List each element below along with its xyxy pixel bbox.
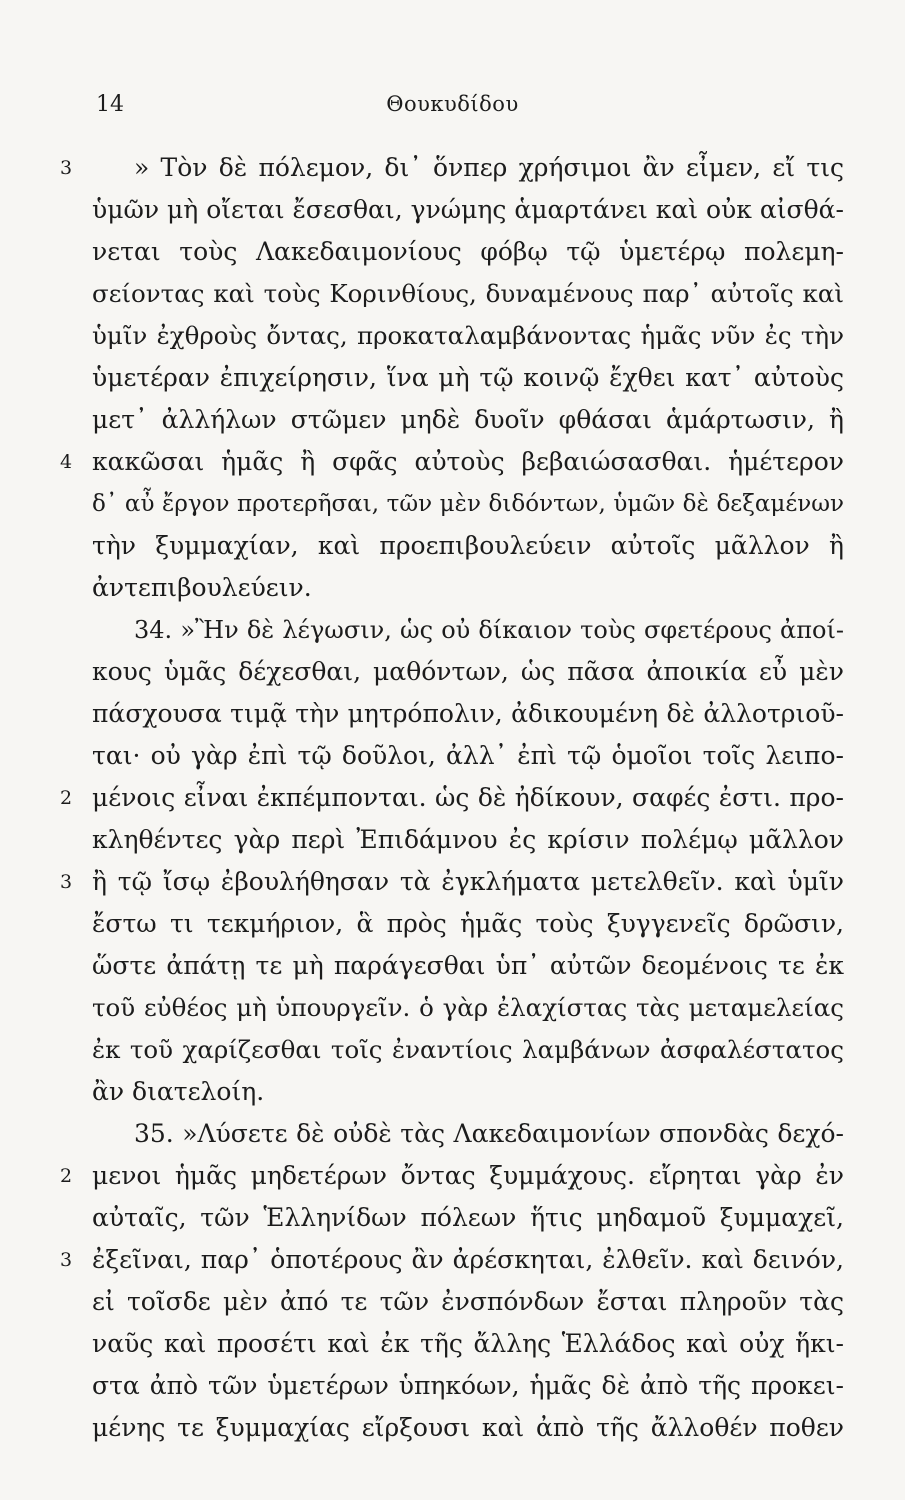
text-line: νεται τοὺς Λακεδαιμονίους φόβῳ τῷ ὑμετέρῳ πολεμη- [92,237,844,266]
text-line: πάσχουσα τιμᾷ τὴν μητρόπολιν, ἀδικουμένη δὲ ἀλλοτριοῦ- [92,699,844,728]
text-line: μενοι ἡμᾶς μηδετέρων ὄντας ξυμμάχους. εἴρηται γὰρ ἐν [92,1161,844,1190]
text-line: ναῦς καὶ προσέτι καὶ ἐκ τῆς ἄλλης Ἑλλάδος καὶ οὐχ ἥκι- [92,1329,844,1358]
text-line: ἀντεπιβουλεύειν. [92,573,312,602]
text-line: ἐκ τοῦ χαρίζεσθαι τοῖς ἐναντίοις λαμβάνων ἀσφαλέστατος [92,1035,844,1064]
marginal-section-number: 3 [60,157,73,179]
marginal-section-number: 2 [60,1165,73,1187]
text-line: σείοντας καὶ τοὺς Κορινθίους, δυναμένους παρ᾿ αὐτοῖς καὶ [92,279,844,308]
text-line: ὥστε ἀπάτῃ τε μὴ παράγεσθαι ὑπ᾿ αὐτῶν δεομένοις τε ἐκ [92,951,844,980]
marginal-section-number: 4 [60,451,73,473]
text-line: ἂν διατελοίη. [92,1077,265,1106]
text-line: στα ἀπὸ τῶν ὑμετέρων ὑπηκόων, ἡμᾶς δὲ ἀπὸ τῆς προκει- [92,1371,844,1400]
chapter-start-line: 35. »Λύσετε δὲ οὐδὲ τὰς Λακεδαιμονίων σπονδὰς δεχό- [134,1119,844,1148]
text-line: κληθέντες γὰρ περὶ Ἐπιδάμνου ἐς κρίσιν πολέμῳ μᾶλλον [92,825,844,854]
text-line: ἢ τῷ ἴσῳ ἐβουλήθησαν τὰ ἐγκλήματα μετελθεῖν. καὶ ὑμῖν [92,867,844,896]
marginal-section-number: 2 [60,787,73,809]
text-line: κους ὑμᾶς δέχεσθαι, μαθόντων, ὡς πᾶσα ἀποικία εὖ μὲν [92,657,844,686]
page-number: 14 [96,92,124,117]
text-line: δ᾿ αὖ ἔργον προτερῆσαι, τῶν μὲν διδόντων, ὑμῶν δὲ δεξαμένων [92,491,844,517]
chapter-start-line: 34. »Ἢν δὲ λέγωσιν, ὡς οὐ δίκαιον τοὺς σφετέρους ἀποί- [134,616,844,644]
text-line: τὴν ξυμμαχίαν, καὶ προεπιβουλεύειν αὐτοῖς μᾶλλον ἢ [92,531,844,560]
text-line: ἔστω τι τεκμήριον, ἃ πρὸς ἡμᾶς τοὺς ξυγγενεῖς δρῶσιν, [92,909,844,938]
text-line: τοῦ εὐθέος μὴ ὑπουργεῖν. ὁ γὰρ ἐλαχίστας τὰς μεταμελείας [92,993,844,1022]
page-header [0,92,905,122]
text-line: » Τὸν δὲ πόλεμον, δι᾿ ὅνπερ χρήσιμοι ἂν εἶμεν, εἴ τις [134,153,844,182]
text-line: εἰ τοῖσδε μὲν ἀπό τε τῶν ἐνσπόνδων ἔσται πληροῦν τὰς [92,1287,844,1316]
text-line: ὑμῶν μὴ οἴεται ἔσεσθαι, γνώμης ἁμαρτάνει καὶ οὐκ αἰσθά- [92,195,844,224]
text-line: μένοις εἶναι ἐκπέμπονται. ὡς δὲ ἠδίκουν, σαφές ἐστι. προ- [92,783,844,812]
text-line: μετ᾿ ἀλλήλων στῶμεν μηδὲ δυοῖν φθάσαι ἁμάρτωσιν, ἢ [92,405,844,434]
text-line: ὑμῖν ἐχθροὺς ὄντας, προκαταλαμβάνοντας ἡμᾶς νῦν ἐς τὴν [92,321,844,350]
text-line: ἐξεῖναι, παρ᾿ ὁποτέρους ἂν ἀρέσκηται, ἐλθεῖν. καὶ δεινόν, [92,1245,844,1274]
marginal-section-number: 3 [60,1249,73,1271]
text-line: μένης τε ξυμμαχίας εἴρξουσι καὶ ἀπὸ τῆς ἄλλοθέν ποθεν [92,1413,844,1442]
text-line: αὐταῖς, τῶν Ἑλληνίδων πόλεων ἥτις μηδαμοῦ ξυμμαχεῖ, [92,1203,844,1232]
marginal-section-number: 3 [60,871,73,893]
running-title: Θουκυδίδου [386,92,519,116]
text-line: ὑμετέραν ἐπιχείρησιν, ἵνα μὴ τῷ κοινῷ ἔχθει κατ᾿ αὐτοὺς [92,363,844,392]
text-line: ται· οὐ γὰρ ἐπὶ τῷ δοῦλοι, ἀλλ᾿ ἐπὶ τῷ ὁμοῖοι τοῖς λειπο- [92,741,844,770]
text-line: κακῶσαι ἡμᾶς ἢ σφᾶς αὐτοὺς βεβαιώσασθαι. ἡμέτερον [92,447,844,476]
